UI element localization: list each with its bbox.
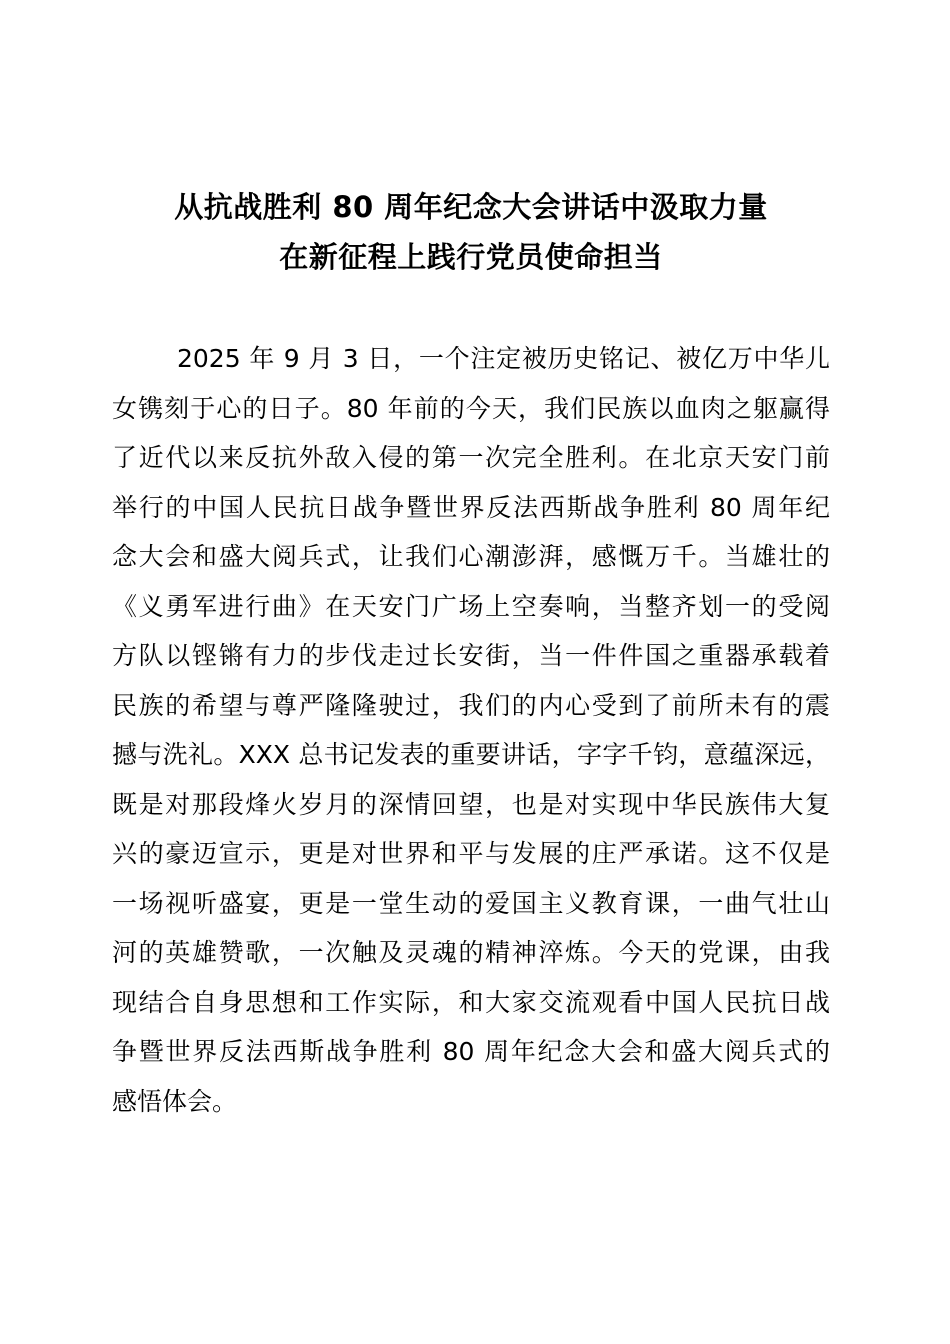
paragraph-line: 感悟体会。	[112, 1086, 238, 1116]
paragraph-line: 举行的中国人民抗日战争暨世界反法西斯战争胜利 80 周年纪	[112, 492, 830, 522]
paragraph-line: 《义勇军进行曲》在天安门广场上空奏响，当整齐划一的受阅	[112, 591, 830, 621]
paragraph-line: 2025 年 9 月 3 日，一个注定被历史铭记、被亿万中华儿	[177, 344, 830, 373]
document-title-line-1: 从抗战胜利 80 周年纪念大会讲话中汲取力量	[174, 190, 768, 224]
paragraph-line: 河的英雄赞歌，一次触及灵魂的精神淬炼。今天的党课，由我	[112, 938, 830, 967]
paragraph-line: 争暨世界反法西斯战争胜利 80 周年纪念大会和盛大阅兵式的	[112, 1037, 830, 1066]
paragraph-line: 兴的豪迈宣示，更是对世界和平与发展的庄严承诺。这不仅是	[112, 839, 830, 868]
paragraph-line: 撼与洗礼。XXX 总书记发表的重要讲话，字字千钧，意蕴深远，	[112, 740, 830, 769]
document-paragraph	[112, 334, 830, 1126]
document-title-line-2: 在新征程上践行党员使命担当	[279, 240, 663, 274]
paragraph-line: 现结合自身思想和工作实际，和大家交流观看中国人民抗日战	[112, 987, 830, 1017]
paragraph-line: 了近代以来反抗外敌入侵的第一次完全胜利。在北京天安门前	[112, 443, 830, 472]
paragraph-line: 既是对那段烽火岁月的深情回望，也是对实现中华民族伟大复	[112, 789, 830, 819]
paragraph-line: 民族的希望与尊严隆隆驶过，我们的内心受到了前所未有的震	[112, 690, 830, 720]
paragraph-line: 女镌刻于心的日子。80 年前的今天，我们民族以血肉之躯赢得	[112, 393, 830, 423]
paragraph-line: 一场视听盛宴，更是一堂生动的爱国主义教育课，一曲气壮山	[112, 888, 830, 918]
paragraph-line: 念大会和盛大阅兵式，让我们心潮澎湃，感慨万千。当雄壮的	[112, 542, 830, 571]
paragraph-line: 方队以铿锵有力的步伐走过长安街，当一件件国之重器承载着	[112, 641, 830, 670]
document-title	[112, 182, 830, 282]
